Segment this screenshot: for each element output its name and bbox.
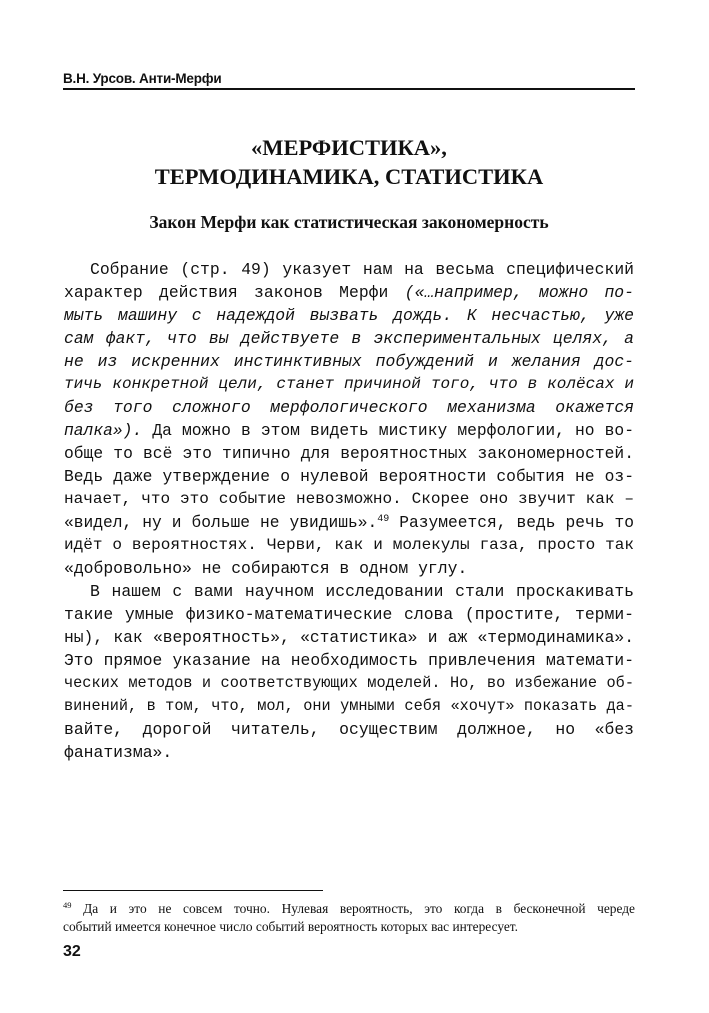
body-line: винений, в том, что, мол, они умными себя «хочут» показать да- [64, 697, 634, 715]
chapter-title-line-2: ТЕРМОДИНАМИКА, СТАТИСТИКА [154, 164, 544, 189]
body-line [64, 419, 634, 442]
chapter-title [63, 133, 635, 191]
quote-line: мыть машину с надеждой вызвать дождь. К несчастью, уже [64, 306, 634, 325]
body-line: идёт о вероятностях. Черви, как и молекулы газа, просто так [64, 536, 634, 554]
body-text-run: характер действия законов Мерфи [64, 283, 405, 302]
body-line: обще то всё это типично для вероятностных закономерностей. [64, 444, 634, 463]
footnote-rule [63, 890, 323, 891]
quote-line: тичь конкретной цели, станет причиной того, что в колёсах и [64, 375, 634, 393]
page-number: 32 [63, 943, 81, 960]
footnote [63, 900, 635, 936]
footnote-text: Да и это не совсем точно. Нулевая вероятность, это когда в бесконечной череде [71, 901, 635, 916]
running-header: В.Н. Урсов. Анти-Мерфи [63, 71, 222, 86]
body-line [64, 511, 634, 534]
body-line: начает, что это событие невозможно. Скорее оно звучит как – [64, 490, 634, 508]
body-text-run: Разумеется, ведь речь то [389, 513, 634, 532]
body-line: ны), как «вероятность», «статистика» и аж «термодинамика». [64, 628, 634, 647]
section-subtitle: Закон Мерфи как статистическая закономерность [149, 212, 549, 232]
body-line: Это прямое указание на необходимость привлечения математи- [64, 651, 634, 670]
quote-line: не из искренних инстинктивных побуждений и желания дос- [64, 352, 634, 371]
body-text-run: Да можно в этом видеть мистику мерфологии, но во- [142, 421, 634, 440]
body-line [64, 281, 634, 304]
quote-line: сам факт, что вы действуете в экспериментальных целях, а [64, 329, 634, 348]
chapter-title-line-1: «МЕРФИСТИКА», [251, 135, 447, 160]
body-line: вайте, дорогой читатель, осуществим должное, но «без [64, 720, 634, 739]
body-line: Ведь даже утверждение о нулевой вероятности события не оз- [64, 467, 634, 486]
footnote-marker: 49 [63, 900, 72, 910]
body-line: В нашем с вами научном исследовании стали проскакивать [90, 582, 634, 601]
quote-line: без того сложного мерфологического механизма окажется [64, 398, 634, 417]
body-text-run: «видел, ну и больше не увидишь». [64, 513, 378, 532]
quote-italic: («…например, можно по- [404, 283, 634, 302]
body-line: фанатизма». [64, 743, 173, 762]
quote-italic: палка»). [64, 421, 143, 440]
body-line: «добровольно» не собираются в одном углу. [64, 559, 468, 578]
header-rule [63, 88, 635, 90]
body-line: ческих методов и соответствующих моделей. Но, во избежание об- [64, 674, 634, 692]
body-text [64, 258, 634, 764]
body-line: Собрание (стр. 49) указует нам на весьма специфический [90, 260, 634, 279]
footnote-line [63, 900, 635, 918]
footnote-line: событий имеется конечное число событий вероятность которых вас интересует. [63, 919, 518, 934]
body-line: такие умные физико-математические слова (простите, терми- [64, 605, 634, 624]
footnote-reference[interactable]: 49 [377, 514, 390, 525]
